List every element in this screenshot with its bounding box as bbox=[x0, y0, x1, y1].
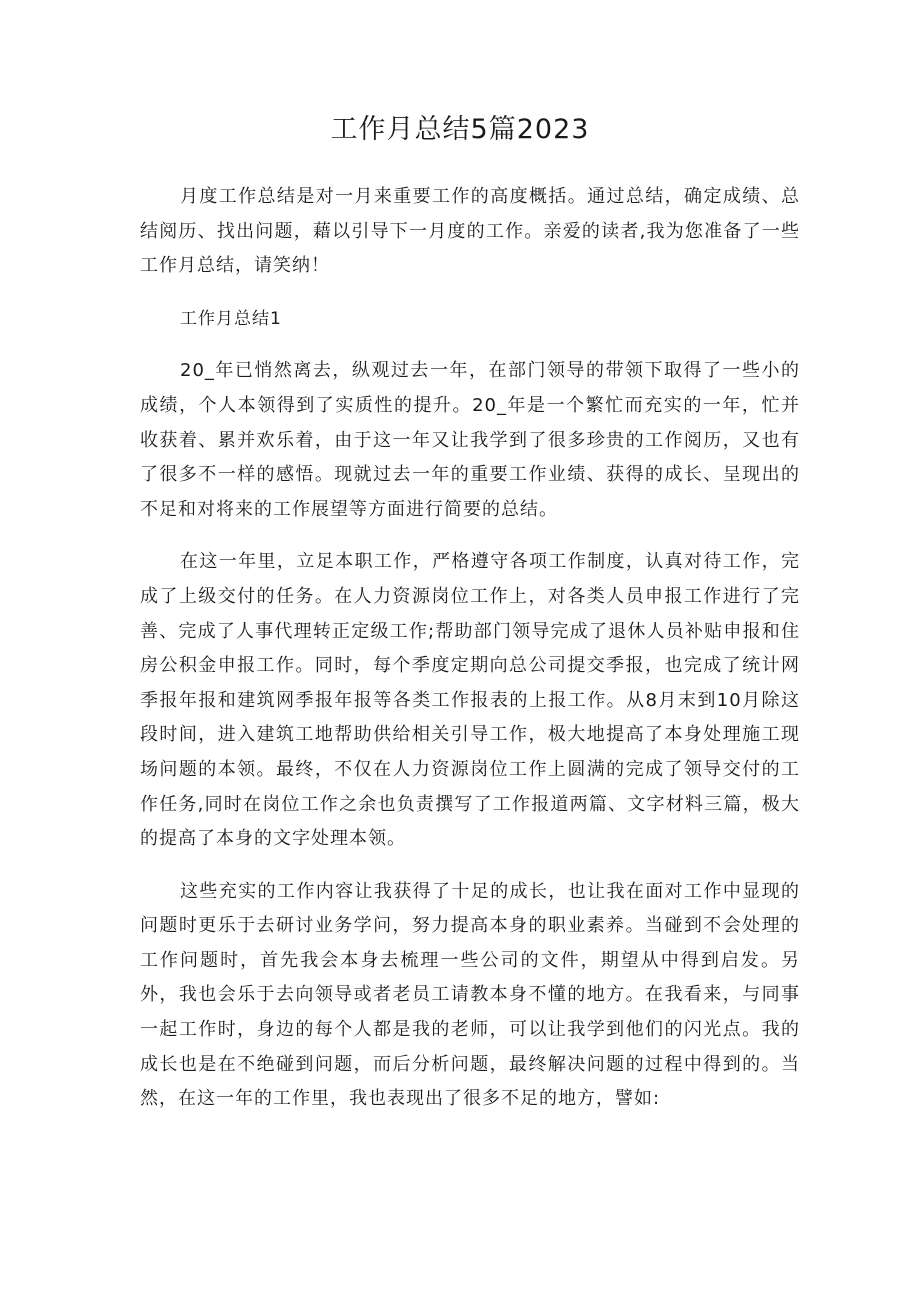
document-body bbox=[140, 180, 800, 1135]
section-heading: 工作月总结1 bbox=[180, 308, 282, 329]
body-paragraph-2: 在这一年里，立足本职工作，严格遵守各项工作制度，认真对待工作，完成了上级交付的任务。在人力资源岗位工作上，对各类人员申报工作进行了完善、完成了人事代理转正定级工作;帮助部门领导完成了退休人员补贴申报和住房公积金申报工作。同时，每个季度定期向总公司提交季报，也完成了统计网季报年报和建筑网季报年报等各类工作报表的上报工作。从8月末到10月除这段时间，进入建筑工地帮助供给相关引导工作，极大地提高了本身处理施工现场问题的本领。最终，不仅在人力资源岗位工作上圆满的完成了领导交付的工作任务,同时在岗位工作之余也负责撰写了工作报道两篇、文字材料三篇，极大的提高了本身的文字处理本领。 bbox=[140, 551, 800, 850]
body-paragraph-3: 这些充实的工作内容让我获得了十足的成长，也让我在面对工作中显现的问题时更乐于去研讨业务学问，努力提高本身的职业素养。当碰到不会处理的工作问题时，首先我会本身去梳理一些公司的文件，期望从中得到启发。另外，我也会乐于去向领导或者老员工请教本身不懂的地方。在我看来，与同事一起工作时，身边的每个人都是我的老师，可以让我学到他们的闪光点。我的成长也是在不绝碰到问题，而后分析问题，最终解决问题的过程中得到的。当然，在这一年的工作里，我也表现出了很多不足的地方，譬如: bbox=[140, 880, 800, 1110]
intro-paragraph: 月度工作总结是对一月来重要工作的高度概括。通过总结，确定成绩、总结阅历、找出问题，藉以引导下一月度的工作。亲爱的读者,我为您准备了一些工作月总结，请笑纳！ bbox=[140, 186, 800, 277]
body-paragraph-1: 20_年已悄然离去，纵观过去一年，在部门领导的带领下取得了一些小的成绩，个人本领得到了实质性的提升。20_年是一个繁忙而充实的一年，忙并收获着、累并欢乐着，由于这一年又让我学到了很多珍贵的工作阅历，又也有了很多不一样的感悟。现就过去一年的重要工作业绩、获得的成长、呈现出的不足和对将来的工作展望等方面进行简要的总结。 bbox=[140, 360, 800, 520]
page-title: 工作月总结5篇2023 bbox=[330, 114, 590, 145]
